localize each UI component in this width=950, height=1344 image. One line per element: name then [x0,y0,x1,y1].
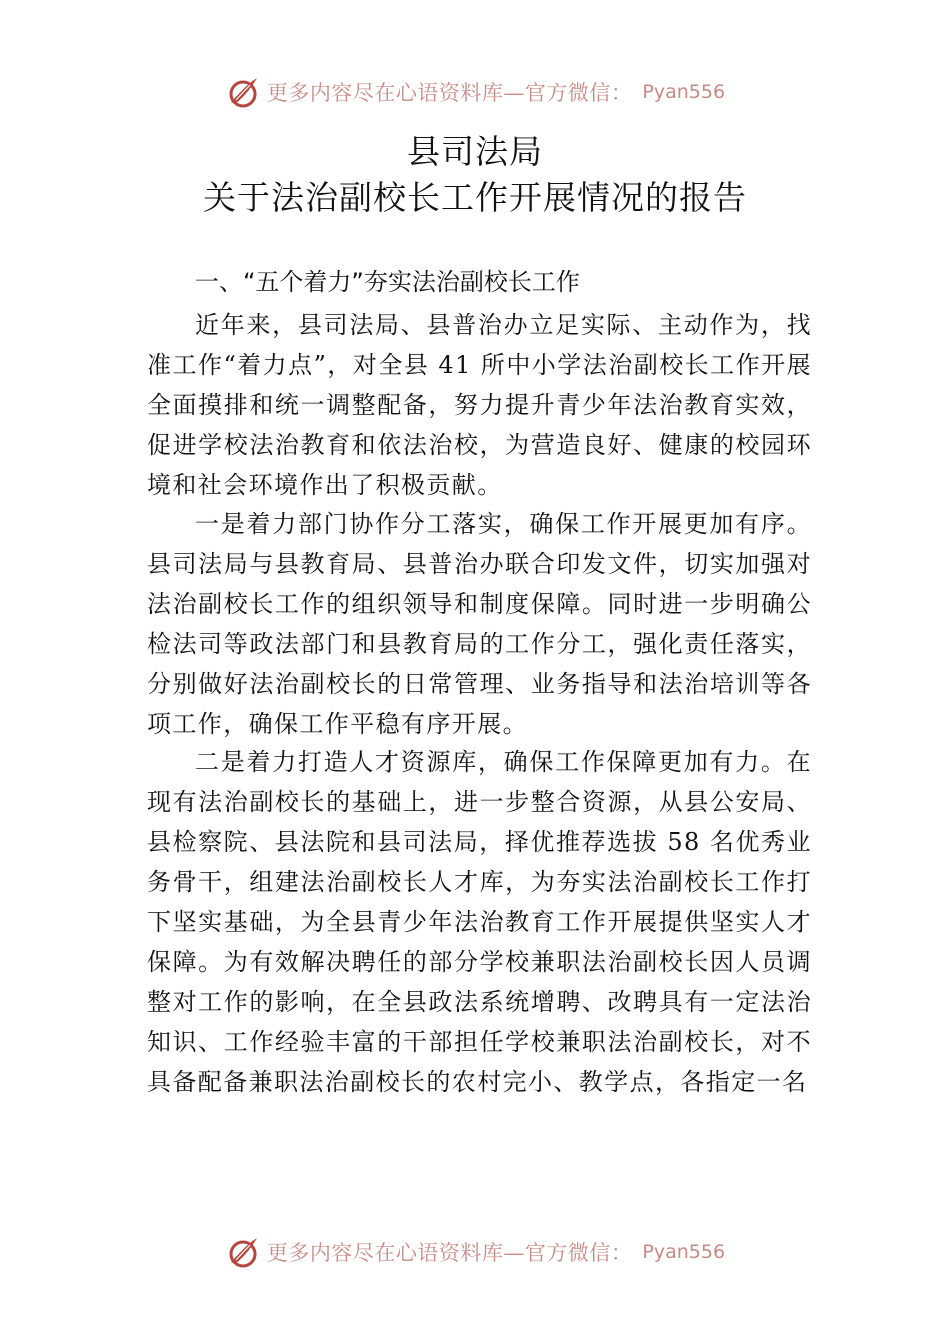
watermark-text: 更多内容尽在心语资料库—官方微信： [266,1241,633,1265]
document-title-line1: 县司法局 [407,132,543,171]
footer-watermark-banner [0,1232,950,1272]
body-paragraph: 近年来，县司法局、县普治办立足实际、主动作为，找准工作“着力点”，对全县 41 所中小学法治副校长工作开展全面摸排和统一调整配备，努力提升青少年法治教育实效，促进学校法治教育和依法治校，为营造良好、健康的校园环境和社会环境作出了积极贡献。 [147,311,812,499]
feather-logo-icon [225,1234,261,1270]
body-paragraph: 一是着力部门协作分工落实，确保工作开展更加有序。县司法局与县教育局、县普治办联合印发文件，切实加强对法治副校长工作的组织领导和制度保障。同时进一步明确公检法司等政法部门和县教育局的工作分工，强化责任落实， 分别做好法治副校长的日常管理、业务指导和法治培训等各项工作，确保工作平稳有序开展。 [147,510,812,738]
feather-logo-icon [225,74,261,110]
body-paragraph: 二是着力打造人才资源库，确保工作保障更加有力。在现有法治副校长的基础上，进一步整合资源，从县公安局、县检察院、县法院和县司法局，择优推荐选拔 58 名优秀业务骨干，组建法治副校长人才库，为夯实法治副校长工作打下坚实基础，为全县青少年法治教育工作开展提供坚实人才保障。为有效解决聘任的部分学校兼职法治副校长因人员调整对工作的影响，在全县政法系统增聘、改聘具有一定法治知识、工作经验丰富的干部担任学校兼职法治副校长，对不具备配备兼职法治副校长的农村完小、教学点，各指定一名 [147,748,812,1096]
header-watermark-banner [0,72,950,112]
section-heading: 一、“五个着力”夯实法治副校长工作 [195,268,580,296]
wechat-id: Pyan556 [642,81,726,103]
wechat-id: Pyan556 [642,1241,726,1263]
watermark-text: 更多内容尽在心语资料库—官方微信： [266,81,633,105]
document-title-line2: 关于法治副校长工作开展情况的报告 [203,178,747,217]
